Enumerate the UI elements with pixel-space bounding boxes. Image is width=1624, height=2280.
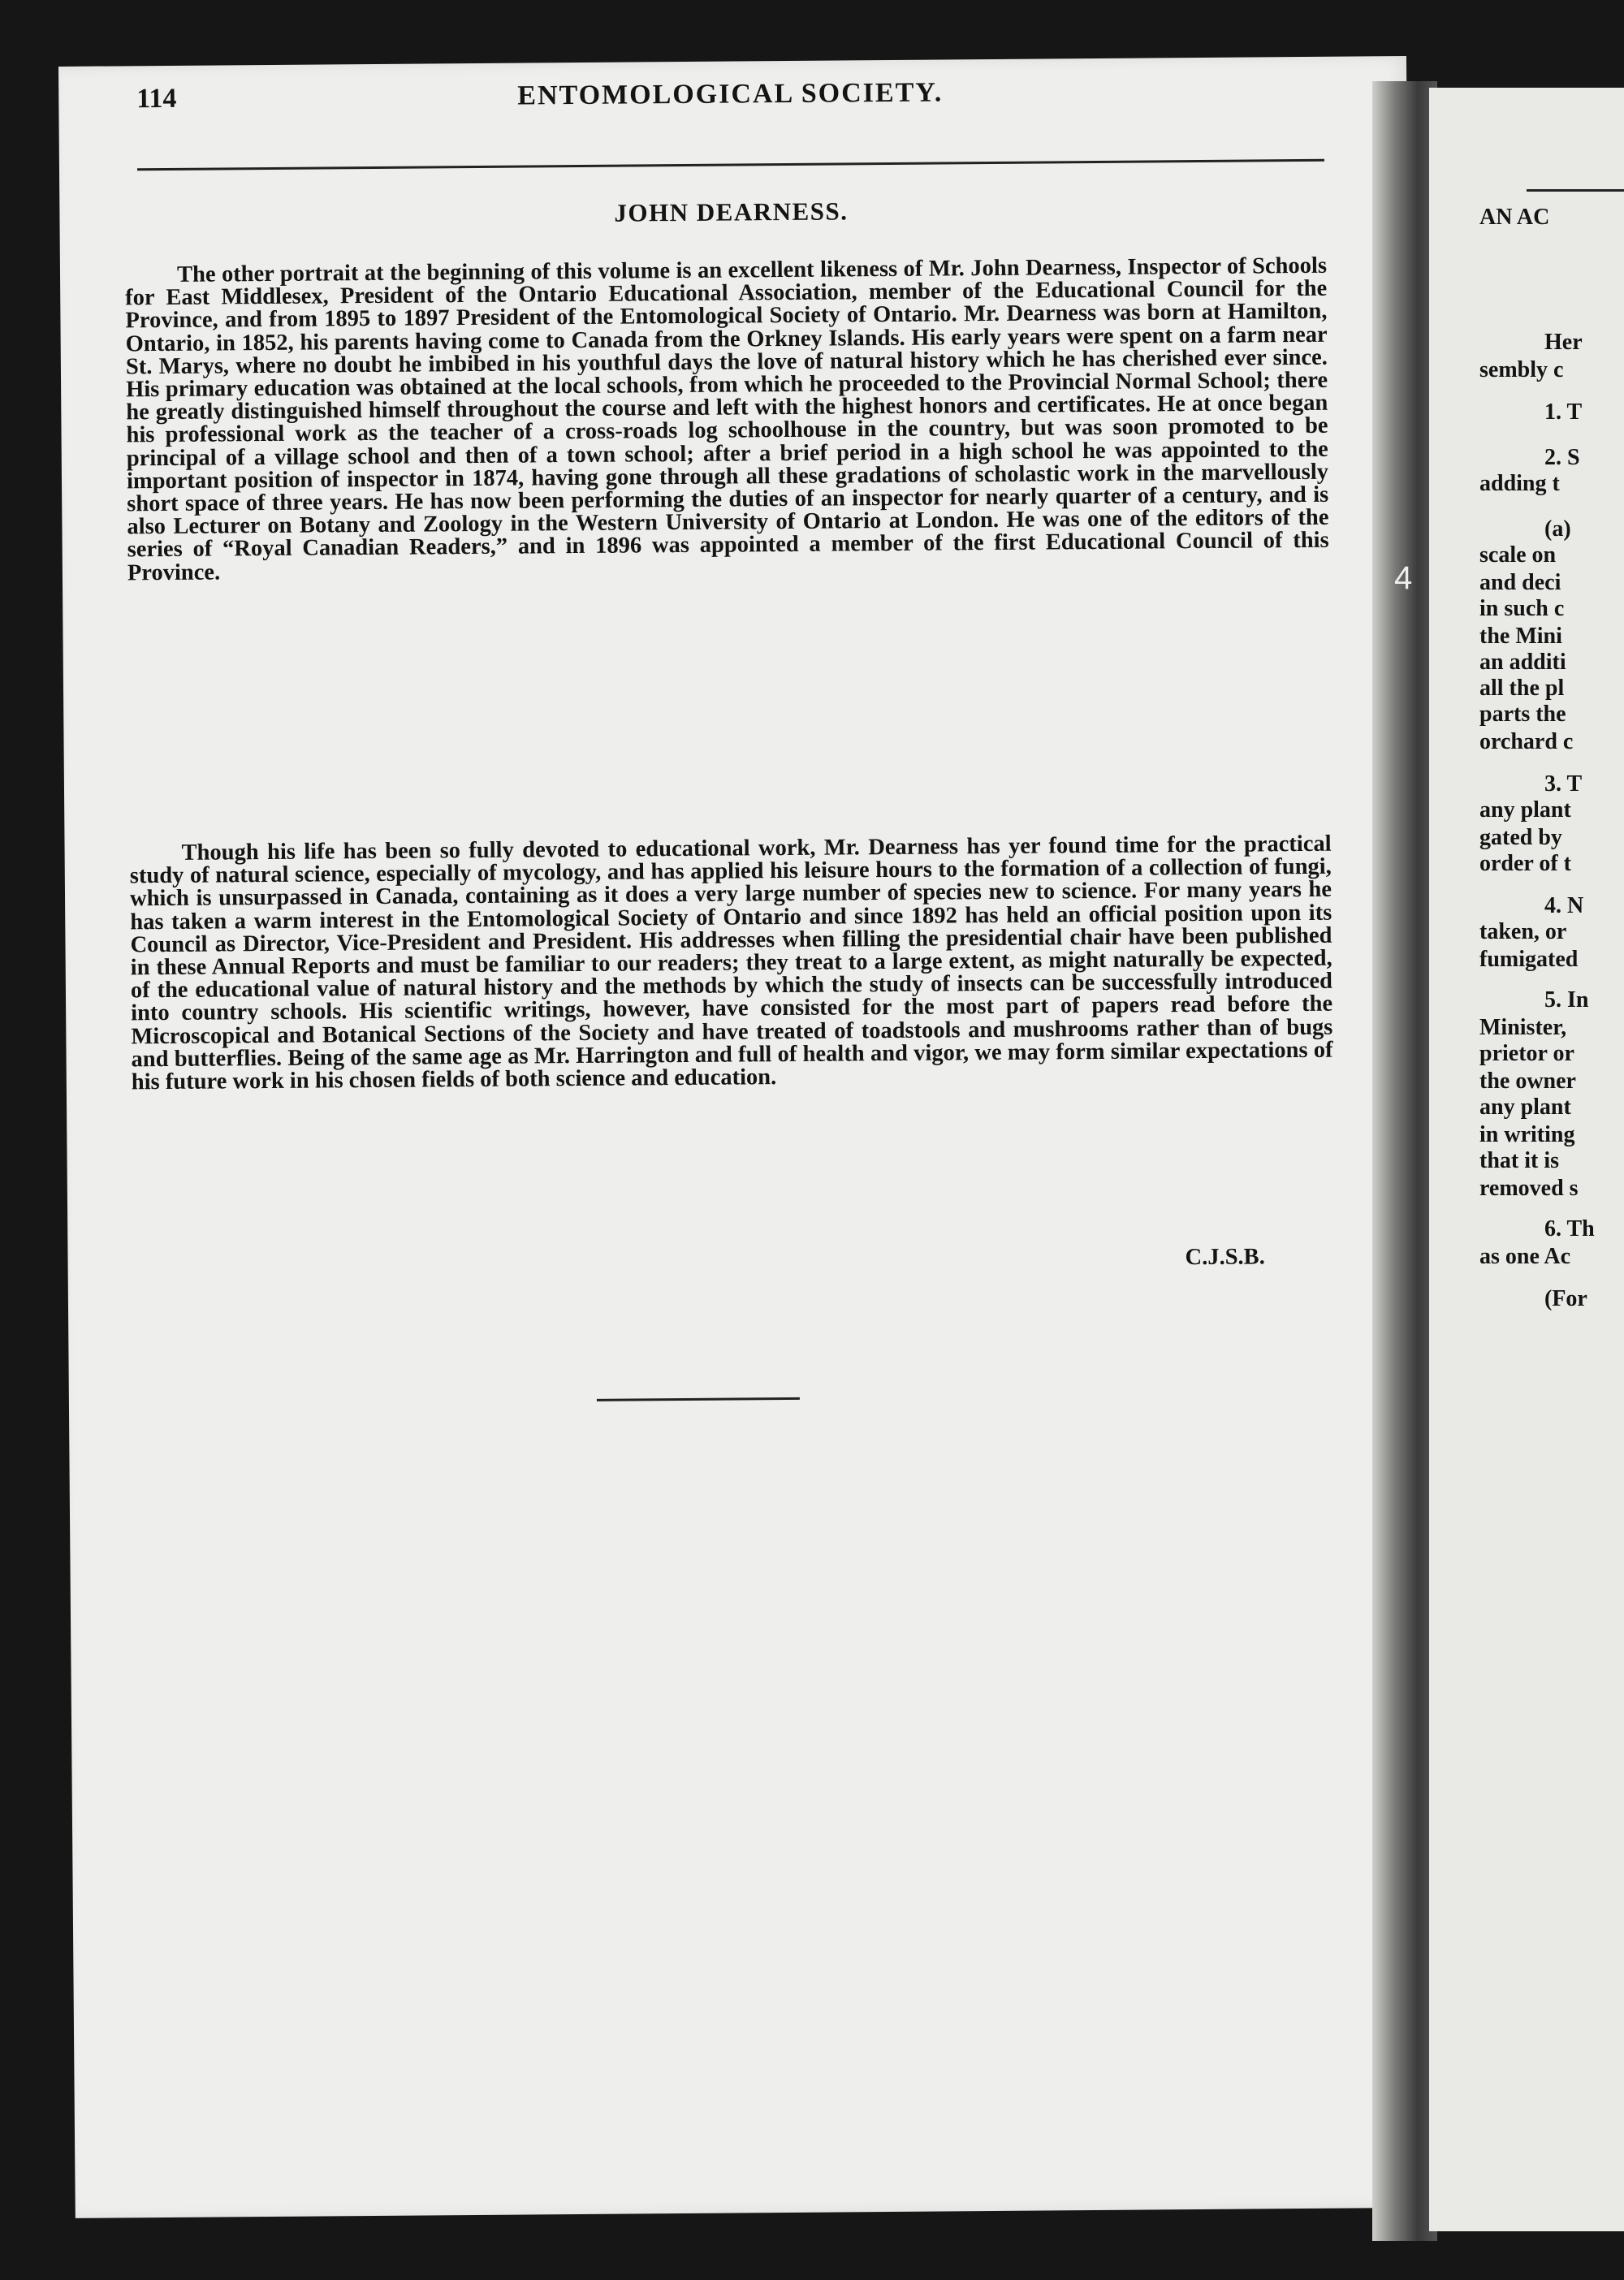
right-page-line: (For [1544, 1286, 1587, 1311]
right-page-line: sembly c [1479, 357, 1564, 382]
right-page-line: 2. S [1544, 445, 1580, 470]
header-rule [137, 159, 1324, 171]
right-page-line: (a) [1544, 516, 1571, 542]
right-page-line: the owner [1479, 1069, 1576, 1094]
right-page [1429, 88, 1624, 2231]
page-number: 114 [136, 83, 177, 114]
book-spine-shadow [1372, 81, 1437, 2241]
right-header-rule [1527, 189, 1624, 192]
page-header [136, 75, 1324, 132]
right-page-line: fumigated [1479, 947, 1579, 972]
right-page-line: that it is [1479, 1148, 1559, 1173]
right-page-line: removed s [1479, 1176, 1579, 1201]
signature: C.J.S.B. [1185, 1244, 1265, 1271]
right-page-line: any plant [1479, 797, 1571, 823]
right-page-line: prietor or [1479, 1041, 1574, 1066]
article-title: JOHN DEARNESS. [614, 196, 849, 227]
right-page-line: AN AC [1479, 205, 1550, 230]
right-page-line: Her [1544, 330, 1583, 355]
right-page-line: parts the [1479, 702, 1566, 727]
right-page-line: and deci [1479, 570, 1561, 595]
right-page-line: Minister, [1479, 1015, 1567, 1040]
right-page-line: 1. T [1544, 399, 1583, 425]
right-page-line: the Mini [1479, 624, 1562, 649]
closing-rule [597, 1397, 800, 1401]
right-page-line: 4. N [1544, 893, 1584, 918]
right-page-line: 5. In [1544, 987, 1589, 1013]
paragraph-1: The other portrait at the beginning of this volume is an excellent likeness of Mr. John Dearness, Inspector of Schools for East Middlesex, President of the Ontario Educational Association, member of the Educational Council for the Province, and from 1895 to 1897 President of the Entomological Society of Ontario. Mr. Dearness was born at Hamilton, Ontario, in 1852, his parents having come to Canada from the Orkney Islands. His early years were spent on a farm near St. Marys, where no doubt he imbibed in his youthful days the love of natural history which he has cherished ever since. His primary education was obtained at the local schools, from which he proceeded to the Provincial Normal School; there he greatly distinguished himself throughout the course and left with the highest honors and certificates. He at once began his professional work as the teacher of a cross-roads log schoolhouse in the country, but was soon promoted to be principal of a village school and then of a town school; after a brief period in a high school he was appointed to the important position of inspector in 1874, having gone through all these gradations of scholastic work in the marvellously short space of three years. He has now been performing the duties of an inspector for nearly quarter of a century, and is also Lecturer on Botany and Zoology in the Western University of Ontario at London. He was one of the editors of the series of “Royal Canadian Readers,” and in 1896 was appointed a member of the first Educational Council of this Province. [125, 253, 1329, 585]
right-page-line: all the pl [1479, 676, 1565, 701]
right-page-line: adding t [1479, 471, 1560, 496]
right-page-line: in such c [1479, 596, 1565, 621]
right-page-line: taken, or [1479, 919, 1567, 944]
margin-mark: 4 [1394, 560, 1413, 596]
right-page-line: any plant [1479, 1095, 1571, 1120]
right-page-line: in writing [1479, 1122, 1575, 1147]
right-page-line: scale on [1479, 542, 1557, 568]
right-page-line: orchard c [1479, 729, 1574, 754]
right-page-line: 6. Th [1544, 1216, 1595, 1241]
left-page [58, 56, 1423, 2218]
right-page-line: an additi [1479, 650, 1566, 675]
right-page-line: as one Ac [1479, 1244, 1570, 1269]
right-page-line: gated by [1479, 825, 1562, 850]
right-page-line: order of t [1479, 851, 1571, 876]
paragraph-2: Though his life has been so fully devoted to educational work, Mr. Dearness has yer found time for the practical study of natural science, especially of mycology, and has applied his leisure hours to the formation of a collection of fungi, which is unsurpassed in Canada, containing as it does a very large number of species new to science. For many years he has taken a warm interest in the Entomological Society of Ontario and since 1892 has held an official position upon its Council as Director, Vice-President and President. His addresses when filling the presidential chair have been published in these Annual Reports and must be familiar to our readers; they treat to a large extent, as might naturally be expected, of the educational value of natural history and the methods by which the study of insects can be successfully introduced into country schools. His scientific writings, however, have consisted for the most part of papers read before the Microscopical and Botanical Sections of the Society and have treated of toadstools and mushrooms rather than of bugs and butterflies. Being of the same age as Mr. Harrington and full of health and vigor, we may form similar expectations of his future work in his chosen fields of both science and education. [129, 831, 1333, 1095]
right-page-line: 3. T [1544, 771, 1583, 797]
running-head: ENTOMOLOGICAL SOCIETY. [517, 77, 944, 111]
